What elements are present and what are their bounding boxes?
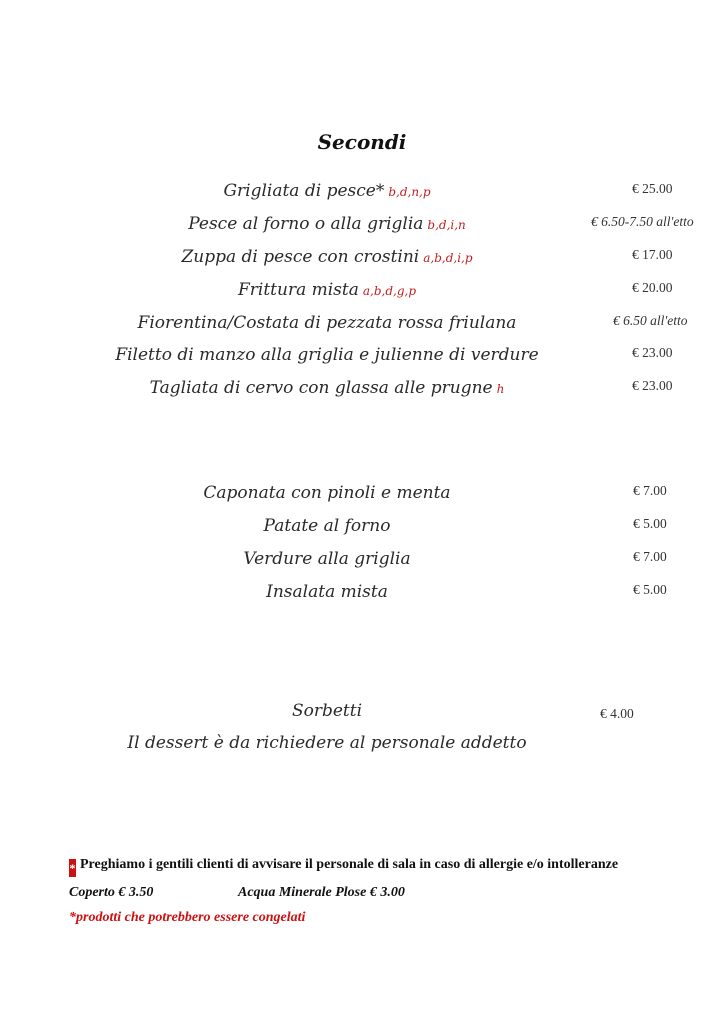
dish-price: € 17.00 <box>632 247 673 262</box>
section-title: Secondi <box>317 130 407 154</box>
menu-item <box>0 378 724 408</box>
dessert-item <box>0 701 724 731</box>
allergen-codes: b,d,n,p <box>388 185 431 199</box>
dish-price: € 20.00 <box>632 280 673 295</box>
menu-item <box>0 181 724 211</box>
allergy-notice-text: Preghiamo i gentili clienti di avvisare il personale di sala in caso di allergie e/o intolleranze <box>80 857 619 872</box>
side-item <box>0 582 724 612</box>
dish-price: € 25.00 <box>632 181 673 196</box>
coperto-text: Coperto € 3.50 <box>69 885 154 900</box>
dish-name: Caponata con pinoli e menta <box>203 483 451 503</box>
menu-item <box>0 214 724 244</box>
allergen-codes: b,d,i,n <box>427 218 466 232</box>
red-marker: * <box>69 861 76 875</box>
dish-price: € 6.50 all'etto <box>613 313 688 328</box>
dish-name: Frittura mista a,b,d,g,p <box>237 280 417 300</box>
dish-name: Verdure alla griglia <box>243 549 411 569</box>
dish-name: Fiorentina/Costata di pezzata rossa friulana <box>137 313 517 333</box>
dish-price: € 5.00 <box>633 516 667 531</box>
dish-name: Pesce al forno o alla griglia b,d,i,n <box>188 214 466 234</box>
dish-name: Insalata mista <box>266 582 388 602</box>
menu-item <box>0 313 724 343</box>
dessert-note <box>0 733 724 763</box>
dish-price: € 5.00 <box>633 582 667 597</box>
dish-name: Tagliata di cervo con glassa alle prugne h <box>149 378 505 398</box>
dish-price: € 7.00 <box>633 483 667 498</box>
allergen-codes: a,b,d,g,p <box>362 284 417 298</box>
dish-price: € 6.50-7.50 all'etto <box>591 214 694 229</box>
dish-name: Patate al forno <box>263 516 391 536</box>
dish-name: Filetto di manzo alla griglia e julienne di verdure <box>115 345 539 365</box>
dish-price: € 7.00 <box>633 549 667 564</box>
side-item <box>0 483 724 513</box>
dish-price: € 23.00 <box>632 345 673 360</box>
menu-item <box>0 280 724 310</box>
allergen-codes: a,b,d,i,p <box>423 251 473 265</box>
side-item <box>0 549 724 579</box>
dish-name: Zuppa di pesce con crostini a,b,d,i,p <box>181 247 473 267</box>
dish-name: Sorbetti <box>291 701 363 721</box>
menu-item <box>0 247 724 277</box>
side-item <box>0 516 724 546</box>
dish-price: € 4.00 <box>600 706 634 721</box>
dessert-note-text: Il dessert è da richiedere al personale addetto <box>127 733 527 753</box>
cover-water-line <box>69 885 699 901</box>
allergen-codes: h <box>496 382 505 396</box>
menu-item <box>0 345 724 375</box>
allergy-notice <box>69 857 699 877</box>
frozen-note: *prodotti che potrebbero essere congelati <box>69 910 306 925</box>
water-text: Acqua Minerale Plose € 3.00 <box>238 885 405 900</box>
dish-name: Grigliata di pesce* b,d,n,p <box>223 181 431 201</box>
dish-price: € 23.00 <box>632 378 673 393</box>
